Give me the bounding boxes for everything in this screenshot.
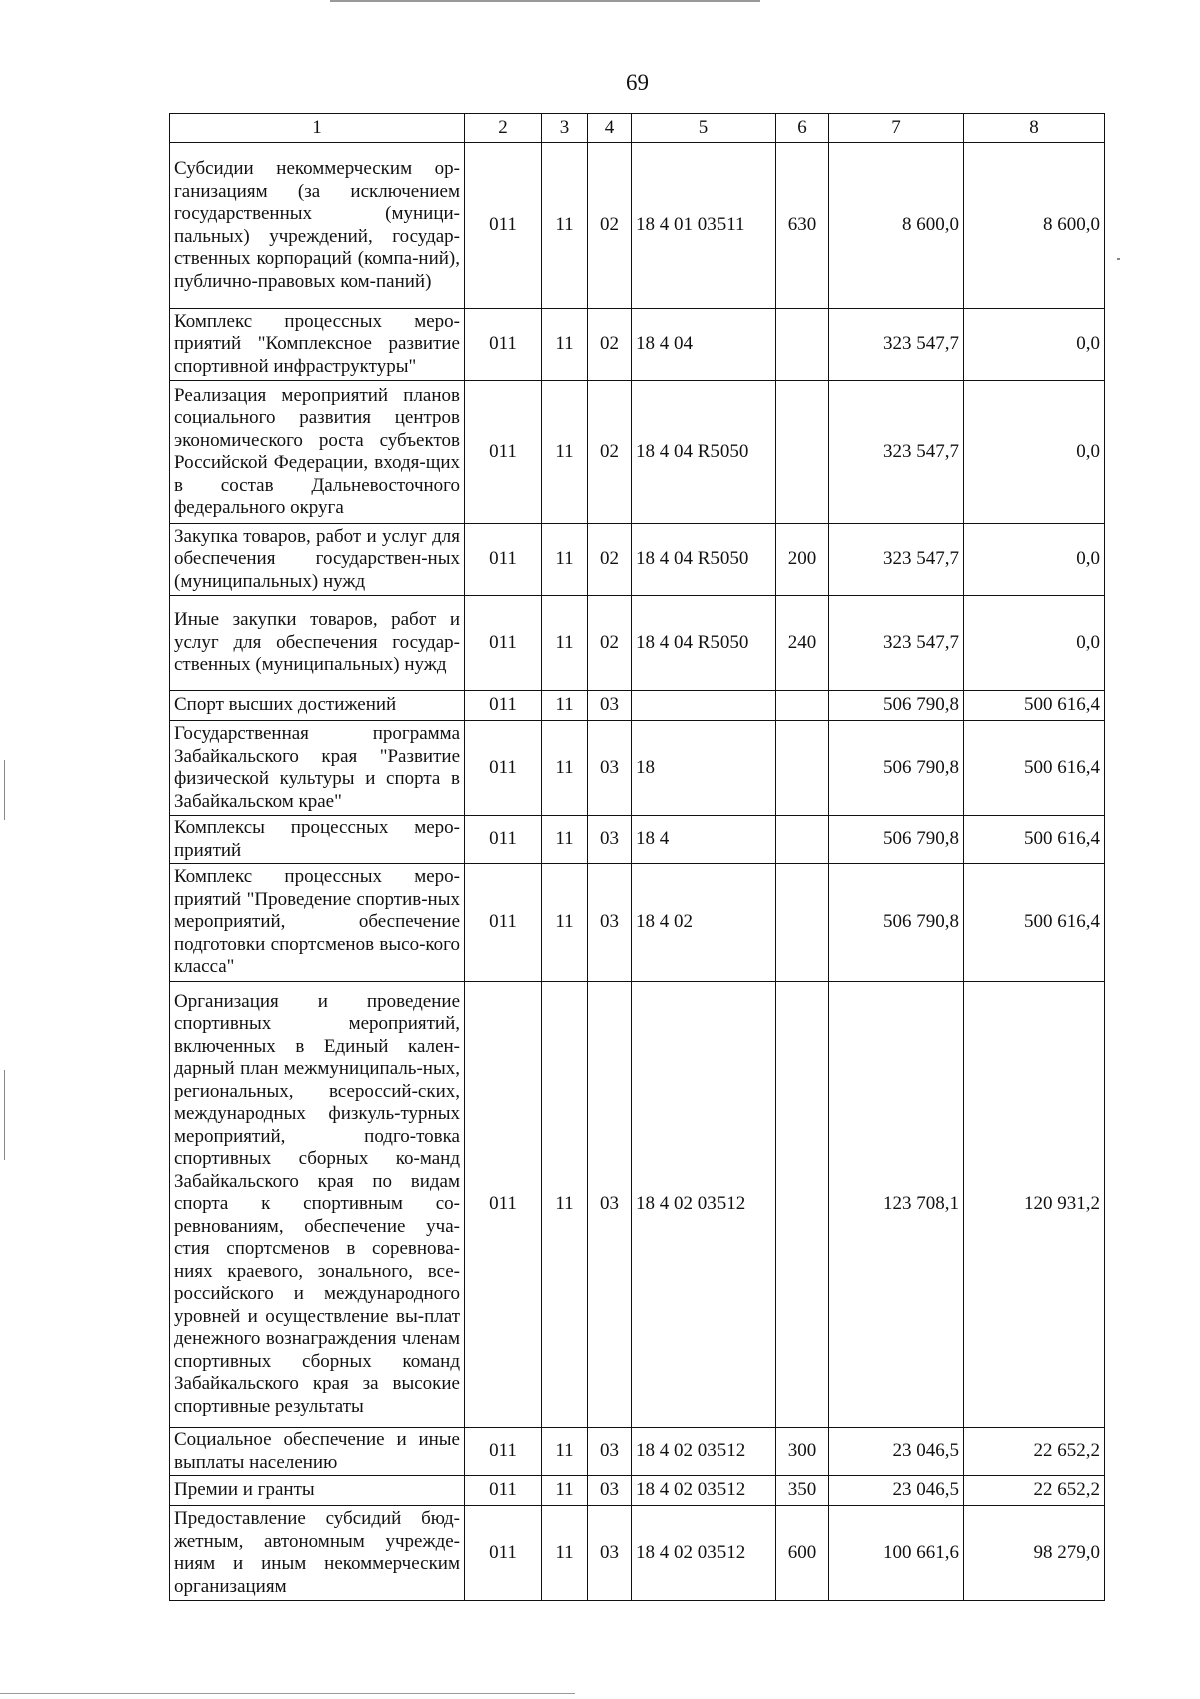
cell-c2: 011 [465,143,542,309]
cell-c8: 0,0 [964,381,1105,524]
row-name: Премии и гранты [170,1476,465,1506]
cell-c7: 323 547,7 [829,524,964,596]
scan-bottom-edge-line [0,1693,575,1694]
cell-c7: 506 790,8 [829,721,964,816]
cell-c4: 03 [588,691,632,721]
cell-c3: 11 [542,721,588,816]
table-row [170,143,1105,309]
cell-c2: 011 [465,596,542,691]
page-number: 69 [626,70,649,95]
cell-c3: 11 [542,1506,588,1601]
cell-c4: 02 [588,309,632,381]
cell-c4: 03 [588,864,632,982]
cell-c3: 11 [542,596,588,691]
cell-c6: 630 [776,143,829,309]
row-name: Комплексы процессных меро-приятий [170,816,465,864]
row-name: Иные закупки товаров, работ и услуг для обеспечения государ-ственных (муниципальных) нужд [170,596,465,691]
cell-c5: 18 4 02 03512 [632,1428,776,1476]
cell-c6 [776,381,829,524]
cell-c8: 22 652,2 [964,1428,1105,1476]
cell-c2: 011 [465,1428,542,1476]
cell-c6: 600 [776,1506,829,1601]
cell-c2: 011 [465,864,542,982]
header-cell: 5 [632,114,776,143]
cell-c4: 02 [588,381,632,524]
cell-c7: 323 547,7 [829,381,964,524]
cell-c6 [776,691,829,721]
cell-c8: 500 616,4 [964,864,1105,982]
cell-c6 [776,309,829,381]
cell-c2: 011 [465,982,542,1428]
header-cell: 2 [465,114,542,143]
cell-c8: 8 600,0 [964,143,1105,309]
cell-c2: 011 [465,381,542,524]
cell-c3: 11 [542,1428,588,1476]
cell-c2: 011 [465,1476,542,1506]
cell-c2: 011 [465,309,542,381]
cell-c4: 03 [588,1476,632,1506]
table-row [170,596,1105,691]
cell-c8: 0,0 [964,309,1105,381]
cell-c8: 500 616,4 [964,816,1105,864]
cell-c3: 11 [542,1476,588,1506]
budget-table [169,113,1105,1601]
cell-c7: 506 790,8 [829,691,964,721]
cell-c3: 11 [542,691,588,721]
cell-c7: 100 661,6 [829,1506,964,1601]
cell-c7: 506 790,8 [829,816,964,864]
cell-c6 [776,816,829,864]
row-name: Закупка товаров, работ и услуг для обеспечения государствен-ных (муниципальных) нужд [170,524,465,596]
table-row [170,524,1105,596]
cell-c8: 500 616,4 [964,691,1105,721]
row-name: Субсидии некоммерческим ор-ганизациям (за исключением государственных (муници-пальных) учреждений, государ-ственных корпораций (компа-ний), публично-правовых ком-паний) [170,143,465,309]
cell-c2: 011 [465,691,542,721]
scan-top-edge-line [330,0,760,2]
header-cell: 4 [588,114,632,143]
cell-c7: 23 046,5 [829,1428,964,1476]
row-name: Комплекс процессных меро-приятий "Комплексное развитие спортивной инфраструктуры" [170,309,465,381]
table-row [170,381,1105,524]
cell-c3: 11 [542,143,588,309]
cell-c8: 0,0 [964,524,1105,596]
header-cell: 1 [170,114,465,143]
cell-c7: 323 547,7 [829,309,964,381]
cell-c5: 18 4 02 03512 [632,982,776,1428]
table-row [170,721,1105,816]
cell-c5: 18 4 [632,816,776,864]
cell-c6: 240 [776,596,829,691]
row-name: Предоставление субсидий бюд-жетным, автономным учрежде-ниям и иным некоммерческим организациям [170,1506,465,1601]
cell-c5: 18 [632,721,776,816]
cell-c4: 03 [588,1506,632,1601]
cell-c3: 11 [542,309,588,381]
cell-c8: 500 616,4 [964,721,1105,816]
row-name: Организация и проведение спортивных мероприятий, включенных в Единый кален-дарный план межмуниципаль-ных, региональных, всероссий-ских, международных физкуль-турных мероприятий, подго-товка спортивных сборных ко-манд Забайкальского края по видам спорта к спортивным со-ревнованиям, обеспечение уча-стия спортсменов в соревнова-ниях краевого, зонального, все-российского и международного уровней и осуществление вы-плат денежного вознаграждения членам спортивных сборных команд Забайкальского края за высокие спортивные результаты [170,982,465,1428]
cell-c7: 323 547,7 [829,596,964,691]
cell-c2: 011 [465,721,542,816]
cell-c5: 18 4 04 [632,309,776,381]
cell-c6: 300 [776,1428,829,1476]
cell-c5: 18 4 02 03512 [632,1506,776,1601]
table-row [170,864,1105,982]
cell-c3: 11 [542,982,588,1428]
table-header-row [170,114,1105,143]
cell-c7: 506 790,8 [829,864,964,982]
cell-c6 [776,864,829,982]
cell-c7: 123 708,1 [829,982,964,1428]
cell-c4: 02 [588,143,632,309]
cell-c6 [776,982,829,1428]
cell-c3: 11 [542,524,588,596]
cell-c2: 011 [465,1506,542,1601]
cell-c4: 03 [588,721,632,816]
table-row [170,309,1105,381]
table-row [170,1428,1105,1476]
cell-c5: 18 4 02 [632,864,776,982]
cell-c8: 22 652,2 [964,1476,1105,1506]
cell-c6 [776,721,829,816]
scan-margin-mark [1117,258,1120,260]
table-row [170,1506,1105,1601]
cell-c5: 18 4 04 R5050 [632,381,776,524]
scan-margin-mark [4,760,5,820]
cell-c3: 11 [542,381,588,524]
cell-c8: 120 931,2 [964,982,1105,1428]
cell-c2: 011 [465,524,542,596]
cell-c5: 18 4 01 03511 [632,143,776,309]
cell-c6: 200 [776,524,829,596]
cell-c5 [632,691,776,721]
row-name: Социальное обеспечение и иные выплаты населению [170,1428,465,1476]
cell-c4: 02 [588,596,632,691]
table-row [170,816,1105,864]
table-row [170,1476,1105,1506]
cell-c3: 11 [542,864,588,982]
cell-c8: 98 279,0 [964,1506,1105,1601]
cell-c4: 03 [588,816,632,864]
cell-c3: 11 [542,816,588,864]
cell-c4: 03 [588,1428,632,1476]
row-name: Спорт высших достижений [170,691,465,721]
table-row [170,982,1105,1428]
cell-c5: 18 4 04 R5050 [632,596,776,691]
cell-c8: 0,0 [964,596,1105,691]
cell-c4: 02 [588,524,632,596]
scan-margin-mark [4,1070,5,1160]
header-cell: 7 [829,114,964,143]
cell-c5: 18 4 04 R5050 [632,524,776,596]
cell-c7: 8 600,0 [829,143,964,309]
cell-c2: 011 [465,816,542,864]
cell-c4: 03 [588,982,632,1428]
cell-c5: 18 4 02 03512 [632,1476,776,1506]
cell-c7: 23 046,5 [829,1476,964,1506]
row-name: Государственная программа Забайкальского края "Развитие физической культуры и спорта в Забайкальском крае" [170,721,465,816]
cell-c6: 350 [776,1476,829,1506]
header-cell: 3 [542,114,588,143]
table-row [170,691,1105,721]
row-name: Комплекс процессных меро-приятий "Проведение спортив-ных мероприятий, обеспечение подготовки спортсменов высо-кого класса" [170,864,465,982]
row-name: Реализация мероприятий планов социального развития центров экономического роста субъектов Российской Федерации, входя-щих в состав Дальневосточного федерального округа [170,381,465,524]
header-cell: 8 [964,114,1105,143]
header-cell: 6 [776,114,829,143]
